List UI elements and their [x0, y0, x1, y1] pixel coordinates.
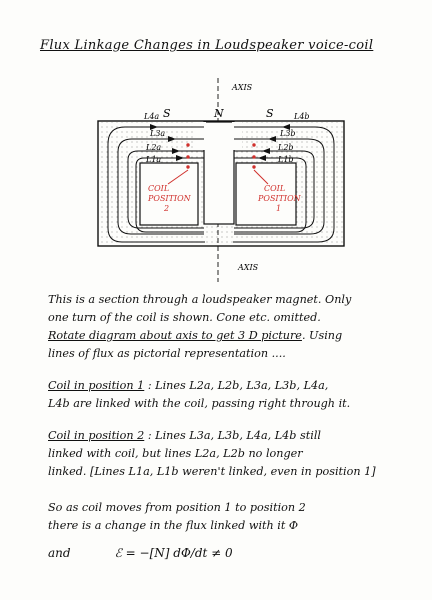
line-label-l1b: L1b: [278, 155, 294, 164]
coil-position-2-label-line1: COIL: [148, 184, 170, 193]
equation-line: [48, 546, 408, 561]
line-label-l3b: L3b: [280, 129, 296, 138]
note-line: [48, 428, 408, 443]
note-line: L4b are linked with the coil, passing right through it.: [48, 397, 351, 410]
line-label-l3a: L3a: [150, 129, 166, 138]
line-label-l2a: L2a: [146, 143, 162, 152]
note-line: This is a section through a loudspeaker magnet. Only: [48, 293, 352, 306]
coil-position-2-label-line2: POSITION: [148, 194, 191, 203]
s-pole-left-label: S: [163, 107, 171, 120]
coil-position-1-label-line2: POSITION: [258, 194, 301, 203]
note-line: [48, 378, 408, 393]
equation-and: and: [48, 546, 71, 560]
note-line: linked with coil, but lines L2a, L2b no longer: [48, 447, 303, 460]
line-label-l4a: L4a: [144, 112, 160, 121]
note-line: lines of flux as pictorial representation ....: [48, 347, 286, 360]
n-pole-label: N: [214, 107, 224, 120]
line-label-l1a: L1a: [146, 155, 162, 164]
note-line: one turn of the coil is shown. Cone etc. omitted.: [48, 311, 321, 324]
coil-position-2-label-line3: 2: [164, 204, 170, 213]
note-line: So as coil moves from position 1 to position 2: [48, 501, 306, 514]
coil-position-1-label-line1: COIL: [264, 184, 286, 193]
line-label-l4b: L4b: [294, 112, 310, 121]
rotate-instruction: Rotate diagram about axis to get 3 D picture: [48, 329, 302, 342]
note-fragment: . Using: [301, 329, 343, 342]
centre-pole: [204, 122, 234, 224]
page-title: Flux Linkage Changes in Loudspeaker voice-coil: [40, 38, 374, 53]
note-line: [48, 328, 408, 343]
axis-top-label: AXIS: [232, 83, 253, 92]
note-fragment: : Lines L3a, L3b, L4a, L4b still: [144, 429, 321, 442]
line-label-l2b: L2b: [278, 143, 294, 152]
note-line: there is a change in the flux linked with it Φ: [48, 519, 299, 532]
note-fragment: : Lines L2a, L2b, L3a, L3b, L4a,: [144, 379, 329, 392]
position-1-heading: Coil in position 1: [48, 379, 145, 392]
axis-bottom-label: AXIS: [238, 263, 259, 272]
s-pole-right-label: S: [266, 107, 274, 120]
coil-position-1-label-line3: 1: [276, 204, 282, 213]
position-2-heading: Coil in position 2: [48, 429, 145, 442]
emf-equation: ℰ = −[N] dΦ/dt ≠ 0: [114, 546, 233, 560]
note-line: linked. [Lines L1a, L1b weren't linked, even in position 1]: [48, 465, 376, 478]
